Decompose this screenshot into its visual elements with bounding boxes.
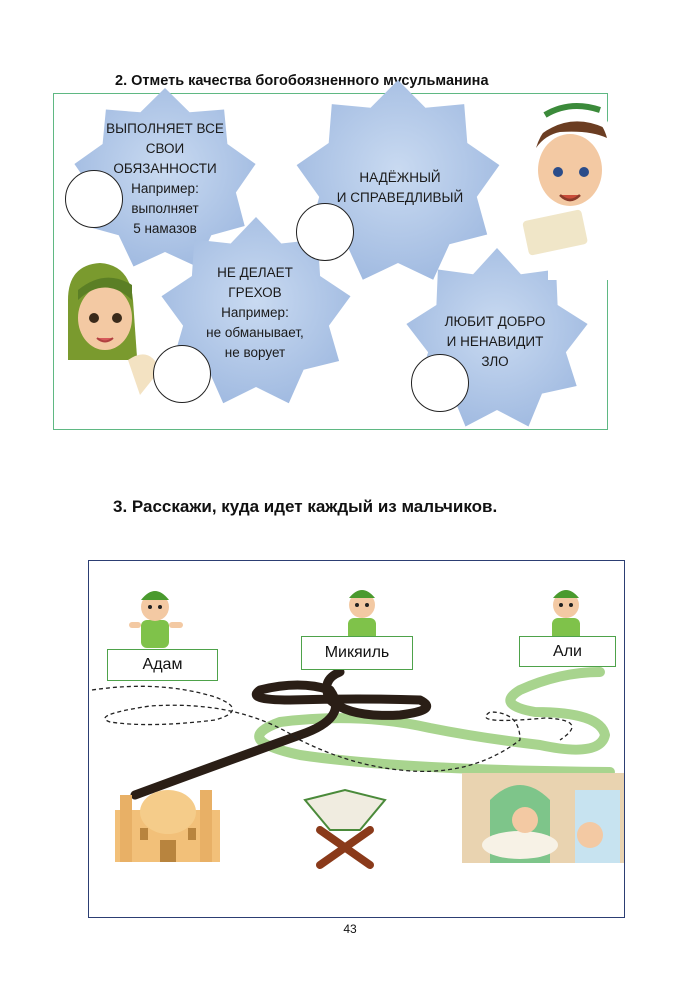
exercise-2-heading: 2. Отметь качества богобоязненного мусульманина xyxy=(115,73,489,89)
mosque-illustration xyxy=(115,790,220,862)
exercise-3-heading: 3. Расскажи, куда идет каждый из мальчиков. xyxy=(113,497,498,516)
name-adam: Адам xyxy=(142,656,183,673)
quality-3-line-1: НЕ ДЕЛАЕТ xyxy=(217,265,293,280)
quality-3-line-4: не обманывает, xyxy=(206,325,304,340)
quality-4-line-1: ЛЮБИТ ДОБРО xyxy=(444,314,546,329)
quality-4-line-3: ЗЛО xyxy=(481,354,509,369)
name-ali: Али xyxy=(553,642,582,660)
page-number: 43 xyxy=(343,922,357,936)
madrasa-illustration xyxy=(462,773,624,863)
quality-3-line-2: ГРЕХОВ xyxy=(228,285,282,300)
quality-1-line-5: выполняет xyxy=(131,201,199,216)
quality-2-line-1: НАДЁЖНЫЙ xyxy=(359,170,441,185)
maze-line-dark xyxy=(135,672,427,795)
name-box-adam xyxy=(107,649,218,681)
name-box-mikail xyxy=(301,636,413,670)
boy-adam-illustration xyxy=(129,591,183,648)
quality-1-line-3: ОБЯЗАННОСТИ xyxy=(113,161,217,176)
quran-stand-illustration xyxy=(305,790,385,865)
name-box-ali xyxy=(519,636,616,667)
quality-1-line-4: Например: xyxy=(131,181,199,196)
quality-1-line-2: СВОИ xyxy=(145,141,185,156)
quality-1-line-6: 5 намазов xyxy=(133,221,197,236)
quality-1-line-1: ВЫПОЛНЯЕТ ВСЕ xyxy=(106,121,224,136)
quality-3-line-3: Например: xyxy=(221,305,289,320)
quality-3-line-5: не ворует xyxy=(224,345,286,360)
quality-2-line-2: И СПРАВЕДЛИВЫЙ xyxy=(336,190,464,205)
name-mikail: Микяиль xyxy=(324,644,390,661)
quality-4-line-2: И НЕНАВИДИТ xyxy=(446,334,544,349)
